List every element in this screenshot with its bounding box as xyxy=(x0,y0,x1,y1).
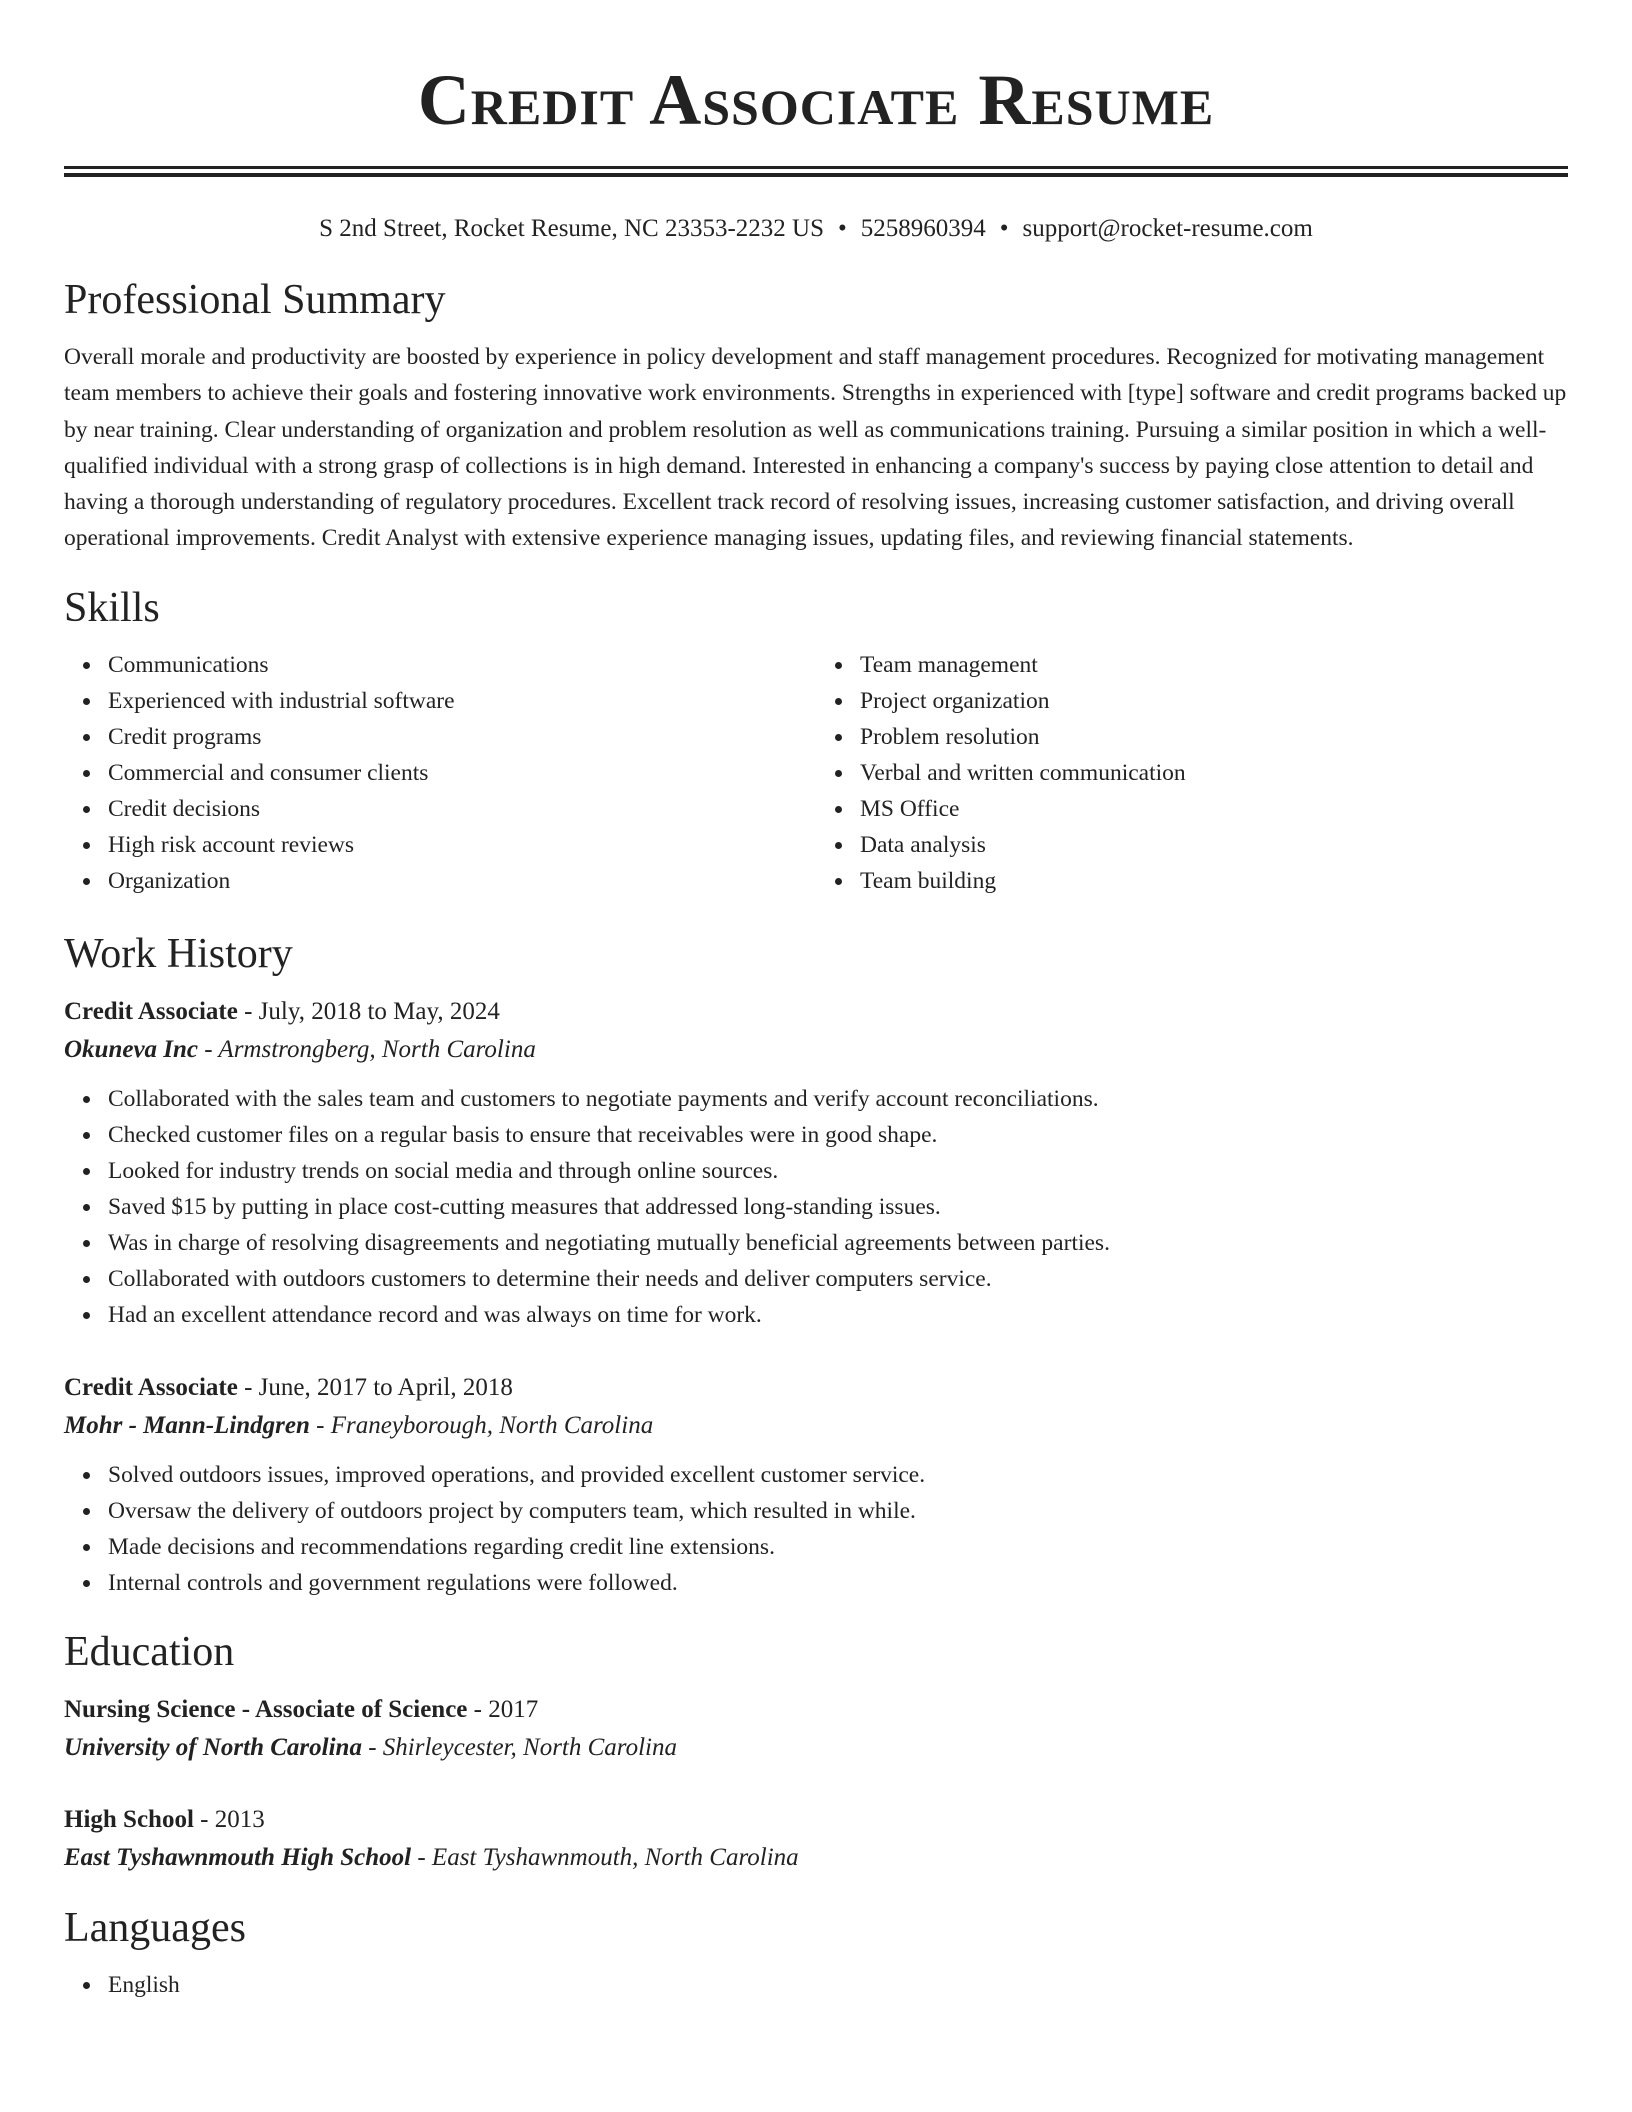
education-school-line xyxy=(64,1729,1568,1767)
resume-title: Credit Associate Resume xyxy=(417,60,1215,140)
education-school: University of North Carolina xyxy=(64,1733,362,1761)
section-heading-languages: Languages xyxy=(64,1904,246,1951)
job-title: Credit Associate xyxy=(64,1373,238,1401)
work-history-section xyxy=(64,929,1568,1601)
job-entry xyxy=(64,1369,1568,1601)
job-bullet: Had an excellent attendance record and was always on time for work. xyxy=(108,1297,1568,1333)
job-bullet: Checked customer files on a regular basis to ensure that receivables were in good shape. xyxy=(108,1117,1568,1153)
title-double-rule xyxy=(64,166,1568,177)
resume-page xyxy=(64,0,1568,2003)
section-heading-skills: Skills xyxy=(64,584,160,631)
job-bullets xyxy=(64,1457,1568,1601)
job-bullet: Looked for industry trends on social media and through online sources. xyxy=(108,1153,1568,1189)
job-bullet: Collaborated with the sales team and customers to negotiate payments and verify account reconciliations. xyxy=(108,1081,1568,1117)
job-dates: - July, 2018 to May, 2024 xyxy=(237,997,500,1025)
education-entry xyxy=(64,1691,1568,1767)
job-bullet: Solved outdoors issues, improved operations, and provided excellent customer service. xyxy=(108,1457,1568,1493)
skill-item: Commercial and consumer clients xyxy=(108,755,816,791)
job-bullet: Oversaw the delivery of outdoors project by computers team, which resulted in while. xyxy=(108,1493,1568,1529)
education-degree-line xyxy=(64,1801,1568,1839)
job-bullets xyxy=(64,1081,1568,1333)
job-company: Okuneva Inc xyxy=(64,1035,199,1063)
skill-item: Credit decisions xyxy=(108,791,816,827)
contact-address: S 2nd Street, Rocket Resume, NC 23353-2232 US xyxy=(319,215,824,242)
skill-item: Communications xyxy=(108,647,816,683)
job-bullet: Was in charge of resolving disagreements and negotiating mutually beneficial agreements between parties. xyxy=(108,1225,1568,1261)
education-year: - 2017 xyxy=(467,1695,539,1723)
job-entry xyxy=(64,993,1568,1333)
job-title-line xyxy=(64,993,1568,1031)
skill-item: Organization xyxy=(108,863,816,899)
education-location: - East Tyshawnmouth, North Carolina xyxy=(411,1843,799,1871)
skills-column-left xyxy=(64,647,816,899)
education-section xyxy=(64,1627,1568,1877)
job-bullet: Internal controls and government regulations were followed. xyxy=(108,1565,1568,1601)
education-school: East Tyshawnmouth High School xyxy=(64,1843,412,1871)
contact-phone: 5258960394 xyxy=(860,215,986,242)
education-degree: High School xyxy=(64,1805,194,1833)
skills-grid xyxy=(64,647,1568,899)
contact-separator: • xyxy=(838,215,847,242)
job-dates: - June, 2017 to April, 2018 xyxy=(237,1373,513,1401)
contact-line xyxy=(64,213,1568,245)
section-heading-summary: Professional Summary xyxy=(64,277,446,323)
job-bullet: Made decisions and recommendations regarding credit line extensions. xyxy=(108,1529,1568,1565)
education-year: - 2013 xyxy=(193,1805,265,1833)
contact-separator: • xyxy=(999,215,1009,242)
job-bullet: Collaborated with outdoors customers to determine their needs and deliver computers service. xyxy=(108,1261,1568,1297)
skill-item: Problem resolution xyxy=(860,719,1568,755)
job-title-line xyxy=(64,1369,1568,1407)
skill-item: Verbal and written communication xyxy=(860,755,1568,791)
skill-item: Project organization xyxy=(860,683,1568,719)
job-bullet: Saved $15 by putting in place cost-cutting measures that addressed long-standing issues. xyxy=(108,1189,1568,1225)
contact-email: support@rocket-resume.com xyxy=(1022,215,1313,242)
summary-paragraph: Overall morale and productivity are boosted by experience in policy development and staff management procedures. Recognized for motivating management team members to achieve their goals and fostering innovative work environments. Strengths in experienced with [type] software and credit programs backed up by near training. Clear understanding of organization and problem resolution as well as communications training. Pursuing a similar position in which a well-qualified individual with a strong grasp of collections is in high demand. Interested in enhancing a company's success by paying close attention to detail and having a thorough understanding of regulatory procedures. Excellent track record of resolving issues, increasing customer satisfaction, and driving overall operational improvements. Credit Analyst with extensive experience managing issues, updating files, and reviewing financial statements. xyxy=(64,344,1567,552)
skill-item: Team management xyxy=(860,647,1568,683)
job-title: Credit Associate xyxy=(64,997,238,1025)
skill-item: MS Office xyxy=(860,791,1568,827)
skill-item: Experienced with industrial software xyxy=(108,683,816,719)
languages-section xyxy=(64,1903,1568,2003)
skills-section xyxy=(64,583,1568,899)
skills-column-right xyxy=(816,647,1568,899)
skill-item: Data analysis xyxy=(860,827,1568,863)
section-heading-education: Education xyxy=(64,1628,235,1675)
skill-item: High risk account reviews xyxy=(108,827,816,863)
job-location: - Armstrongberg, North Carolina xyxy=(198,1035,536,1063)
job-company: Mohr - Mann-Lindgren xyxy=(64,1411,310,1439)
education-degree: Nursing Science - Associate of Science xyxy=(64,1695,468,1723)
job-company-line xyxy=(64,1407,1568,1445)
education-location: - Shirleycester, North Carolina xyxy=(361,1733,677,1761)
section-heading-work: Work History xyxy=(64,930,293,977)
job-company-line xyxy=(64,1031,1568,1069)
professional-summary-section xyxy=(64,275,1568,557)
skill-item: Team building xyxy=(860,863,1568,899)
education-school-line xyxy=(64,1839,1568,1877)
education-entry xyxy=(64,1801,1568,1877)
language-item: English xyxy=(108,1967,1568,2003)
skill-item: Credit programs xyxy=(108,719,816,755)
languages-list xyxy=(64,1967,1568,2003)
job-location: - Franeyborough, North Carolina xyxy=(309,1411,654,1439)
education-degree-line xyxy=(64,1691,1568,1729)
